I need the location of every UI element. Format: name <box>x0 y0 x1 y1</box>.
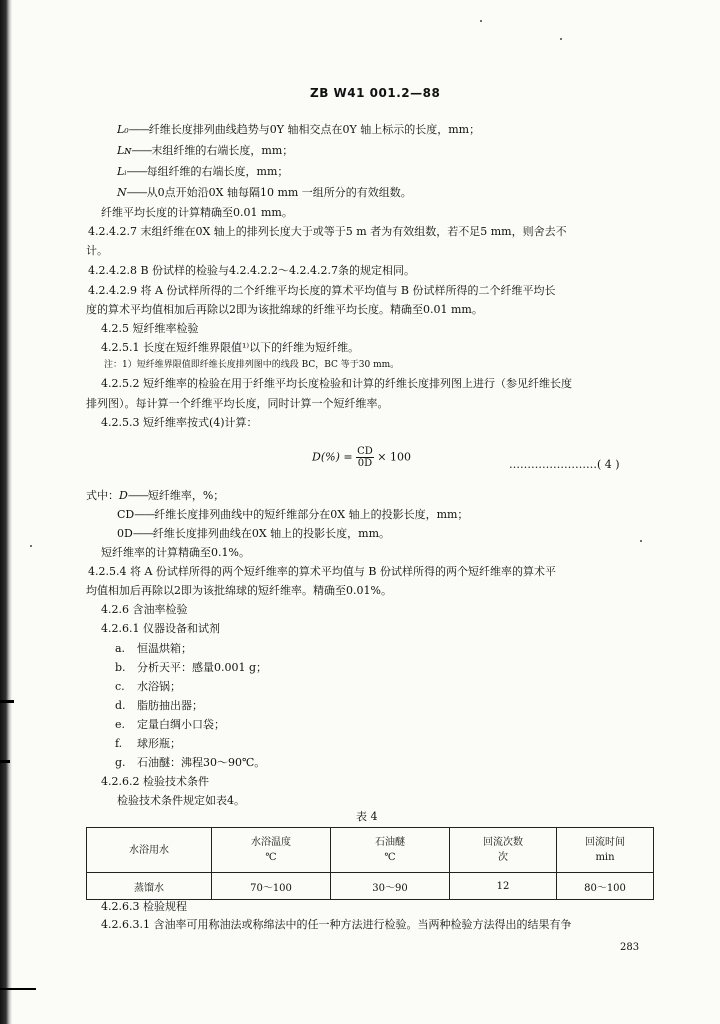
table-row <box>87 873 654 900</box>
table-header-cell: 水浴温度 ℃ <box>212 828 331 873</box>
equipment-item: c. 水浴锅； <box>115 680 181 693</box>
equipment-item: f. 球形瓶； <box>115 737 181 750</box>
formula-lhs: D(%) = <box>312 450 353 464</box>
table-header-cell: 回流时间 min <box>557 828 654 873</box>
clause-4-2-4-2-7-cont: 计。 <box>86 244 108 257</box>
scan-binding-shadow <box>0 0 12 1024</box>
definition-symbol: Lɴ <box>117 144 132 157</box>
scan-mark <box>0 988 36 990</box>
formula-definition-row: CD——纤维长度排列曲线中的短纤维部分在0X 轴上的投影长度，mm； <box>117 508 469 521</box>
formula-definition-row: 式中：D——短纤维率，%； <box>86 489 225 502</box>
clause-4-2-4-2-9: 4.2.4.2.9 将 A 份试样所得的二个纤维平均长度的算术平均值与 B 份试样所得的二个纤维平均长 <box>88 284 556 297</box>
page-number: 283 <box>620 942 640 953</box>
scan-speck <box>640 540 642 542</box>
table-cell: 蒸馏水 <box>87 873 212 900</box>
scan-mark <box>0 760 10 763</box>
clause-4-2-5-2-cont: 排列图）。每计算一个纤维平均长度，同时计算一个短纤维率。 <box>86 397 389 410</box>
formula-4 <box>312 446 411 469</box>
table-cell: 70～100 <box>212 873 331 900</box>
clause-4-2-6-1: 4.2.6.1 仪器设备和试剂 <box>101 622 220 635</box>
table-cell: 12 <box>450 873 557 900</box>
definition-text: 从0点开始沿0X 轴每隔10 mm 一组所分的有效组数。 <box>146 186 412 199</box>
equipment-item: g. 石油醚：沸程30～90℃。 <box>115 756 266 769</box>
equipment-item: b. 分析天平：感量0.001 g； <box>115 661 268 674</box>
equipment-item: d. 脂肪抽出器； <box>115 699 203 712</box>
table-header-cell: 石油醚 ℃ <box>331 828 450 873</box>
formula-rhs: × 100 <box>377 450 411 464</box>
formula-number: ……………………( 4 ) <box>509 458 620 471</box>
footnote-1: 注：1）短纤维界限值即纤维长度排列图中的线段 BC，BC 等于30 mm。 <box>104 360 400 370</box>
formula-fraction: $\frac{CD}{0D}$ <box>357 446 373 469</box>
table-cell: 80～100 <box>557 873 654 900</box>
clause-4-2-4-2-8: 4.2.4.2.8 B 份试样的检验与4.2.4.2.2～4.2.4.2.7条的规定相同。 <box>88 264 416 277</box>
table-cell: 30～90 <box>331 873 450 900</box>
clause-4-2-4-2-7: 4.2.4.2.7 末组纤维在0X 轴上的排列长度大于或等于5 m 者为有效组数，若不足5 mm，则舍去不 <box>88 225 567 238</box>
table-header-cell: 回流次数 次 <box>450 828 557 873</box>
scan-speck <box>30 545 32 547</box>
test-conditions-table <box>86 827 654 900</box>
clause-4-2-4-2-9-cont: 度的算术平均值相加后再除以2即为该批绵球的纤维平均长度。精确至0.01 mm。 <box>86 303 483 316</box>
where-label: 式中： <box>86 489 119 502</box>
equipment-item: e. 定量白绸小口袋； <box>115 718 225 731</box>
table-header-row <box>87 828 654 873</box>
definition-row: N——从0点开始沿0X 轴每隔10 mm 一组所分的有效组数。 <box>117 186 412 199</box>
clause-4-2-6-3-1: 4.2.6.3.1 含油率可用称油法或称绵法中的任一种方法进行检验。当两种检验方法得出的结果有争 <box>101 918 572 931</box>
definition-text: 末组纤维的右端长度，mm； <box>151 144 294 157</box>
equipment-item: a. 恒温烘箱； <box>115 642 192 655</box>
short-fiber-precision: 短纤维率的计算精确至0.1%。 <box>101 546 250 559</box>
table-caption: 表 4 <box>356 810 378 823</box>
section-4-2-5-heading: 4.2.5 短纤维率检验 <box>101 322 199 335</box>
section-4-2-6-heading: 4.2.6 含油率检验 <box>101 603 188 616</box>
definition-symbol: Lᵢ <box>117 165 127 178</box>
clause-4-2-6-2: 4.2.6.2 检验技术条件 <box>101 775 209 788</box>
definition-row: Lɴ——末组纤维的右端长度，mm； <box>117 144 294 157</box>
clause-4-2-5-3: 4.2.5.3 短纤维率按式(4)计算： <box>101 416 258 429</box>
table-header-cell: 水浴用水 <box>87 828 212 873</box>
clause-4-2-5-1: 4.2.5.1 长度在短纤维界限值¹⁾以下的纤维为短纤维。 <box>101 341 360 354</box>
definition-row: Lᵢ——每组纤维的右端长度，mm； <box>117 165 289 178</box>
avg-length-precision: 纤维平均长度的计算精确至0.01 mm。 <box>101 206 293 219</box>
definition-symbol: N <box>117 186 127 199</box>
scan-mark <box>0 700 14 703</box>
clause-4-2-5-4: 4.2.5.4 将 A 份试样所得的两个短纤维率的算术平均值与 B 份试样所得的两个短纤维率的算术平 <box>88 565 556 578</box>
clause-4-2-5-2: 4.2.5.2 短纤维率的检验在用于纤维平均长度检验和计算的纤维长度排列图上进行（参见纤维长度 <box>101 377 572 390</box>
definition-row: L₀——纤维长度排列曲线趋势与0Y 轴相交点在0Y 轴上标示的长度，mm； <box>117 123 481 136</box>
clause-4-2-5-4-cont: 均值相加后再除以2即为该批绵球的短纤维率。精确至0.01%。 <box>86 584 392 597</box>
clause-4-2-6-2-text: 检验技术条件规定如表4。 <box>117 794 245 807</box>
scan-speck <box>480 20 482 22</box>
definition-text: 每组纤维的右端长度，mm； <box>146 165 289 178</box>
formula-definition-row: 0D——纤维长度排列曲线在0X 轴上的投影长度，mm。 <box>117 527 391 540</box>
scan-speck <box>560 38 562 40</box>
standard-number-header: ZB W41 001.2—88 <box>310 86 441 100</box>
clause-4-2-6-3: 4.2.6.3 检验规程 <box>101 900 187 913</box>
definition-text: 纤维长度排列曲线趋势与0Y 轴相交点在0Y 轴上标示的长度，mm； <box>148 123 481 136</box>
definition-symbol: L₀ <box>117 123 129 136</box>
